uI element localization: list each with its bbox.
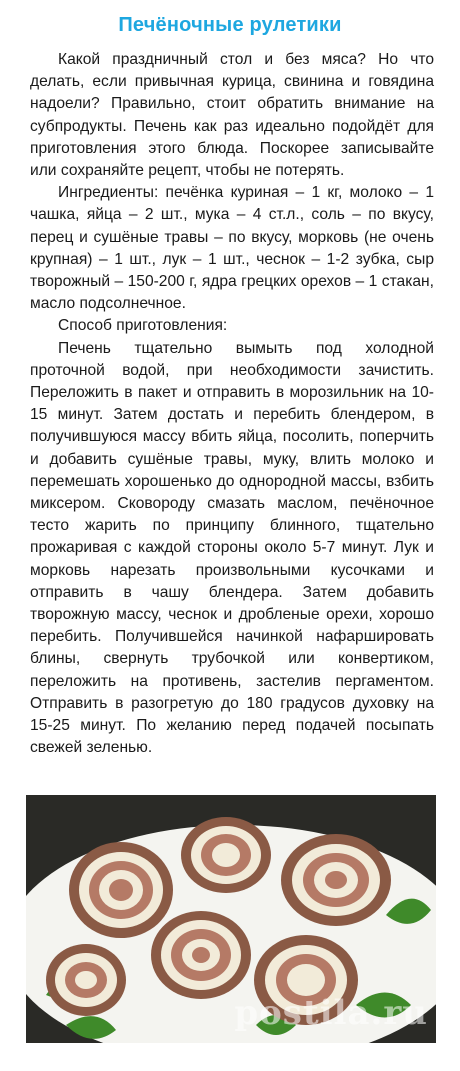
roll-1 — [69, 842, 173, 938]
ingredients-paragraph: Ингредиенты: печёнка куриная – 1 кг, молоко – 1 чашка, яйца – 2 шт., мука – 4 ст.л., соль – по вкусу, перец и сушёные травы – по вкусу, морковь (не очень крупная) – 1 шт., лук – 1 шт., чеснок – 1-2 зубка, сыр творожный – 150-200 г, ядра грецких орехов – 1 стакан, масло подсолнечное. — [30, 184, 434, 313]
recipe-text — [30, 49, 434, 760]
roll-3 — [281, 834, 391, 926]
watermark-logo: postila.ru — [234, 993, 428, 1033]
roll-6 — [46, 944, 126, 1016]
roll-4 — [151, 911, 251, 999]
method-paragraph: Печень тщательно вымыть под холодной проточной водой, при необходимости зачистить. Переложить в пакет и отправить в морозильник на 10-15 минут. Затем достать и перебить блендером, в получившуюся массу вбить яйца, посолить, поперчить и добавить сушёные травы, муку, влить молоко и перемешать хорошенько до однородной массы, взбить миксером. Сковороду смазать маслом, печёночное тесто жарить по принципу блинного, тщательно прожаривая с каждой стороны около 5-7 минут. Лук и морковь нарезать произвольными кусочками и отправить в чашу блендера. Затем добавить творожную массу, чеснок и дробленые орехи, хорошо перебить. Получившейся начинкой нафаршировать блины, свернуть трубочкой или конвертиком, переложить на противень, застелив пергаментом. Отправить в разогретую до 180 градусов духовку на 15-25 минут. По желанию перед подачей посыпать свежей зеленью. — [30, 339, 434, 757]
method-heading: Способ приготовления: — [58, 317, 228, 335]
intro-paragraph: Какой праздничный стол и без мяса? Но что делать, если привычная курица, свинина и говядина надоели? Правильно, стоит обратить внимание на субпродукты. Печень как раз идеально подойдёт для приготовления этого блюда. Поскорее записывайте или сохраняйте рецепт, чтобы не потерять. — [30, 51, 434, 180]
recipe-title: Печёночные рулетики — [118, 14, 342, 36]
dish-photo — [26, 795, 436, 1043]
roll-2 — [181, 817, 271, 893]
